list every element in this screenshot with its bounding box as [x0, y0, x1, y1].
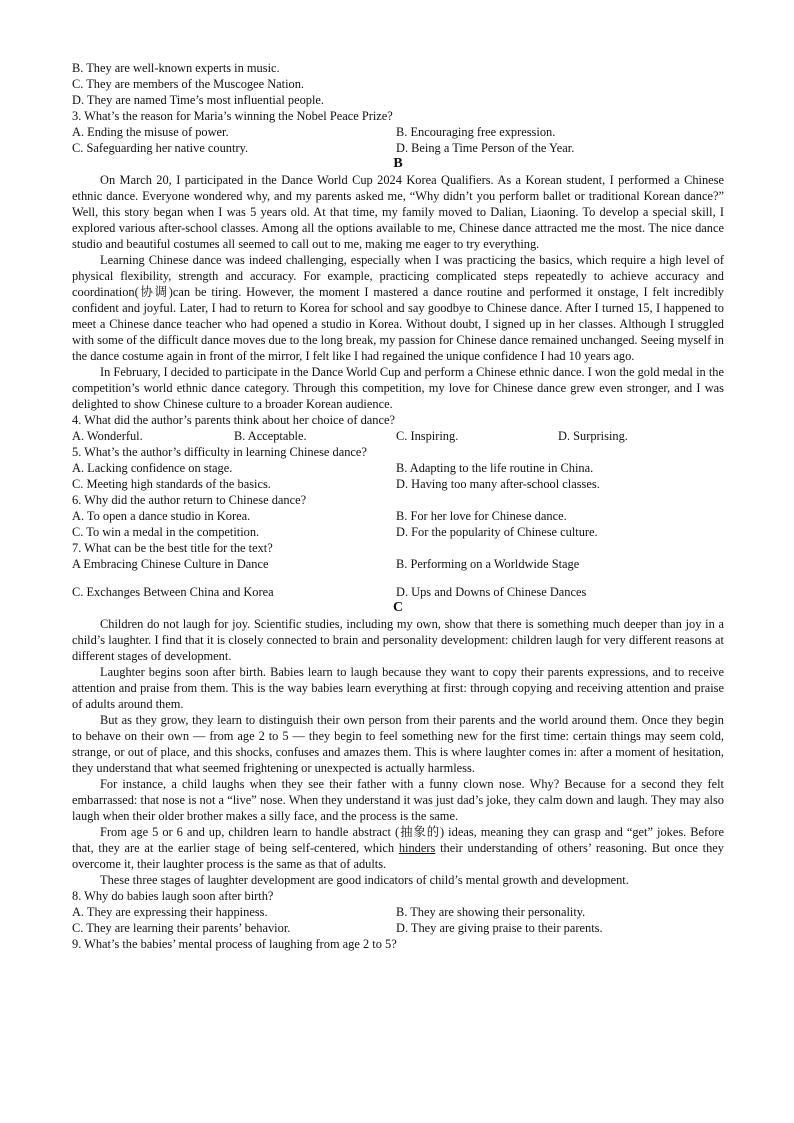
q7-options-2: [72, 584, 724, 600]
q7-options: [72, 556, 724, 572]
section-c-paragraph-2: Laughter begins soon after birth. Babies learn to laugh because they want to copy their parents expressions, and to receive attention and praise from them. This is the way babies learn everything at first: through copying and receiving attention and praise of adults around them.: [72, 665, 724, 711]
section-c-paragraph-6: These three stages of laughter development are good indicators of child’s mental growth and development.: [100, 873, 629, 887]
q6-option-b: B. For her love for Chinese dance.: [396, 509, 567, 523]
q2-option-c: C. They are members of the Muscogee Nation.: [72, 77, 305, 91]
q5-option-b: B. Adapting to the life routine in China.: [396, 461, 594, 475]
q6-question: 6. Why did the author return to Chinese dance?: [72, 493, 307, 507]
q4-question: 4. What did the author’s parents think about her choice of dance?: [72, 413, 395, 427]
q5-option-d: D. Having too many after-school classes.: [396, 477, 600, 491]
section-c-paragraph-5-part-3: their understanding of others’ reasoning. But once they overcome it, their laughter process is the same as that of adults.: [72, 841, 724, 871]
q3-option-d: D. Being a Time Person of the Year.: [396, 141, 575, 155]
q3-option-a: A. Ending the misuse of power.: [72, 125, 229, 139]
q6-options: [72, 508, 724, 540]
underlined-word-hinders: hinders: [398, 841, 436, 855]
q9-question: 9. What’s the babies’ mental process of laughing from age 2 to 5?: [72, 937, 397, 951]
q6-option-a: A. To open a dance studio in Korea.: [72, 509, 251, 523]
q3-options: [72, 124, 724, 156]
q8-option-a: A. They are expressing their happiness.: [72, 905, 268, 919]
q2-option-d: D. They are named Time’s most influential people.: [72, 93, 325, 107]
section-c-heading: C: [392, 600, 404, 615]
q5-option-a: A. Lacking confidence on stage.: [72, 461, 233, 475]
section-c-paragraph-4: For instance, a child laughs when they see their father with a funny clown nose. Why? Because for a second they felt embarrassed: that nose is not a “live” nose. When they understand it was just dad’s joke, they calm down and laugh. They may also laugh when their older brother makes a silly face, and the process is the same.: [72, 777, 724, 823]
q8-option-d: D. They are giving praise to their parents.: [396, 921, 603, 935]
q7-option-b: B. Performing on a Worldwide Stage: [396, 557, 580, 571]
q7-question: 7. What can be the best title for the text?: [72, 541, 273, 555]
q8-question: 8. Why do babies laugh soon after birth?: [72, 889, 274, 903]
q3-option-b: B. Encouraging free expression.: [396, 125, 556, 139]
q4-option-a: A. Wonderful.: [72, 429, 143, 443]
section-b-paragraph-1: On March 20, I participated in the Dance World Cup 2024 Korea Qualifiers. As a Korean student, I performed a Chinese ethnic dance. Everyone wondered why, and my parents asked me, “Why didn’t you perform ballet or traditional Korean dance?” Well, this story began when I was 5 years old. At that time, my family moved to Dalian, Liaoning. To develop a special skill, I explored various after-school classes. Among all the options available to me, Chinese dance attracted me the most. The nice dance studio and beautiful costumes all seemed to call out to me, making me eager to try everything.: [72, 173, 724, 251]
q5-option-c: C. Meeting high standards of the basics.: [72, 477, 271, 491]
q4-option-d: D. Surprising.: [558, 429, 628, 443]
q8-options: [72, 904, 724, 936]
q2-option-b: B. They are well-known experts in music.: [72, 61, 280, 75]
section-c-paragraph-5-part-1: From age 5 or 6 and up, children learn to handle abstract (抽象的) ideas, meaning they can grasp and “get”: [100, 825, 653, 839]
q4-option-b: B. Acceptable.: [234, 429, 307, 443]
q8-option-c: C. They are learning their parents’ behavior.: [72, 921, 291, 935]
q6-option-c: C. To win a medal in the competition.: [72, 525, 260, 539]
q8-option-b: B. They are showing their personality.: [396, 905, 586, 919]
spacer: [72, 572, 724, 584]
q5-question: 5. What’s the author’s difficulty in learning Chinese dance?: [72, 445, 367, 459]
q3-question: 3. What’s the reason for Maria’s winning the Nobel Peace Prize?: [72, 109, 393, 123]
q4-option-c: C. Inspiring.: [396, 429, 459, 443]
section-c-paragraph-1: Children do not laugh for joy. Scientific studies, including my own, show that there is something much deeper than joy in a child’s laughter. I find that it is closely connected to brain and personality development: children laugh for very different reasons at different stages of development.: [72, 617, 724, 663]
q7-option-a: A Embracing Chinese Culture in Dance: [72, 557, 269, 571]
section-c-paragraph-5: [72, 824, 724, 872]
section-b-heading: B: [393, 156, 403, 171]
section-b-paragraph-3: In February, I decided to participate in the Dance World Cup and perform a Chinese ethnic dance. I won the gold medal in the competition’s world ethnic dance category. Through this competition, my love for Chinese dance grew even stronger, and I was delighted to show Chinese culture to a broader Korean audience.: [72, 365, 724, 411]
section-c-paragraph-5-part-2: jokes. Before that, they are at the earlier stage of being self-centered, which: [72, 825, 724, 855]
q5-options: [72, 460, 724, 492]
q6-option-d: D. For the popularity of Chinese culture.: [396, 525, 598, 539]
q7-option-c: C. Exchanges Between China and Korea: [72, 585, 274, 599]
section-b-paragraph-2: Learning Chinese dance was indeed challenging, especially when I was practicing the basics, which require a high level of physical flexibility, strength and accuracy. For example, practicing complicated steps repeatedly to achieve accuracy and coordination(协调)can be tiring. However, the moment I mastered a dance routine and performed it onstage, I felt incredibly confident and joyful. Later, I had to return to Korea for school and say goodbye to Chinese dance. After I turned 15, I happened to meet a Chinese dance teacher who had opened a studio in Korea. Without doubt, I signed up in her classes. Although I struggled with some of the difficult dance moves due to the long break, my passion for Chinese dance remained unchanged. Seeing myself in the dance costume again in front of the mirror, I felt like I had regained the unique confidence I had 10 years ago.: [72, 253, 724, 363]
q4-options: [72, 428, 724, 444]
q7-option-d: D. Ups and Downs of Chinese Dances: [396, 585, 587, 599]
section-c-paragraph-3: But as they grow, they learn to distinguish their own person from their parents and the world around them. Once they begin to behave on their own — from age 2 to 5 — they begin to feel something new for the first time: certain things may seem cold, strange, or out of place, and this shocks, confuses and amazes them. This is where laughter comes in: after a moment of hesitation, they understand that what seemed frightening or unexpected is actually harmless.: [72, 713, 724, 775]
q3-option-c: C. Safeguarding her native country.: [72, 141, 249, 155]
